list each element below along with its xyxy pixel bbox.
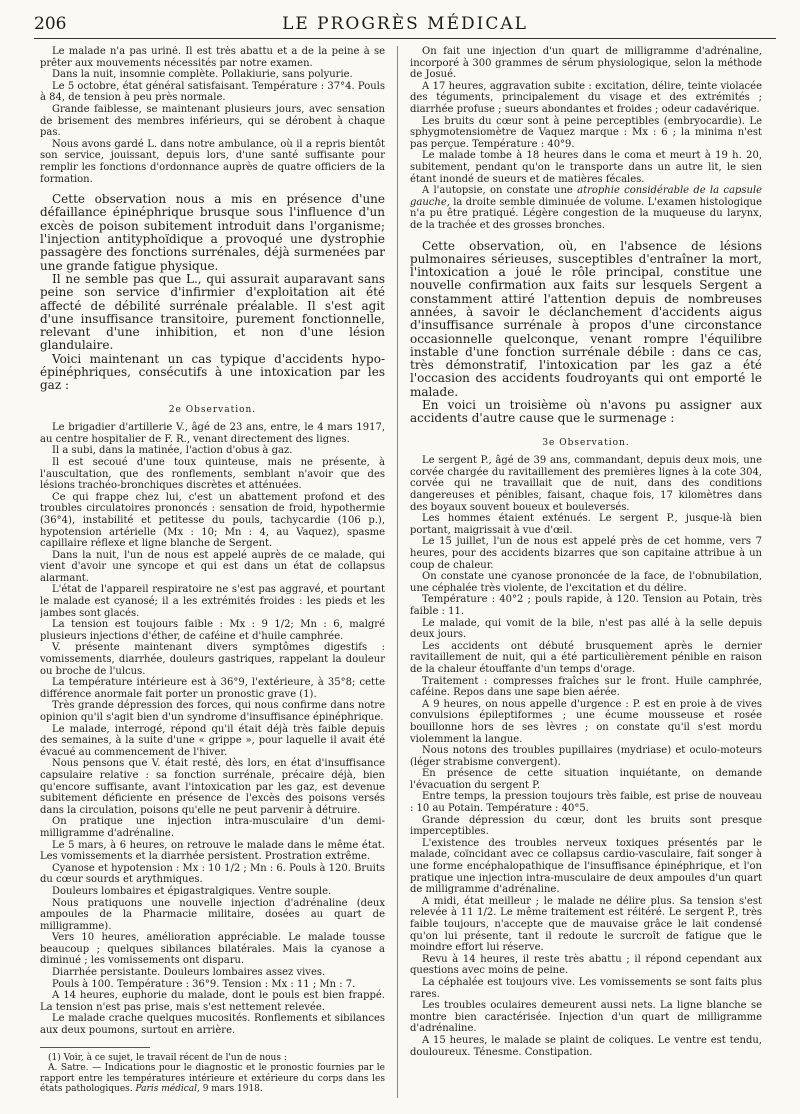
- observation-1-end: [40, 46, 385, 185]
- paragraph: V. présente maintenant divers symptômes digestifs : vomissements, diarrhée, douleurs gastriques, rappelant la douleur ou broche de l'ulcus.: [40, 642, 385, 677]
- paragraph: Il a subi, dans la matinée, l'action d'obus à gaz.: [52, 445, 293, 457]
- footnote-author: A. Satre.: [48, 1063, 89, 1074]
- paragraph: Le malade crache quelques mucosités. Ronflements et sibilances aux deux poumons, surtout en arrière.: [40, 1013, 385, 1037]
- paragraph: Nous avons gardé L. dans notre ambulance, où il a repris bientôt son service, jouissant, depuis lors, d'une santé suffisante pour remplir les fonctions d'ordonnance auprès de quatre officiers de la formation.: [40, 138, 385, 185]
- autopsy-text: A l'autopsie, on constate une: [422, 185, 578, 197]
- paragraph: Le malade tombe à 18 heures dans le coma et meurt à 19 h. 20, subitement, pendant qu'on le transporte dans un autre lit, le sien étant inondé de sueurs et de matières fécales.: [410, 150, 762, 185]
- page-number: 206: [34, 14, 67, 34]
- paragraph: Le 15 juillet, l'un de nous est appelé près de cet homme, vers 7 heures, pour des accidents bizarres que son capitaine attribue à un coup de chaleur.: [410, 536, 762, 571]
- footnote: [40, 1053, 385, 1095]
- paragraph: Le malade, qui vomit de la bile, n'est pas allé à la selle depuis deux jours.: [410, 617, 762, 641]
- paragraph: Les hommes étaient exténués. Le sergent P., jusque-là bien portant, maigrissait à vue d'œil.: [410, 513, 762, 536]
- footnote-divider: [40, 1047, 150, 1048]
- paragraph: Pouls à 100. Température : 36°9. Tension : Mx : 11 ; Mn : 7.: [52, 978, 356, 990]
- paragraph: Les bruits du cœur sont à peine perceptibles (embryocardie). Le sphygmotensiomètre de Vaquez marque : Mx : 6 ; la minima n'est pas perçue. Température : 40°9.: [410, 115, 762, 150]
- autopsy-paragraph: [410, 185, 762, 231]
- paragraph: La céphalée est toujours vive. Les vomissements se sont faits plus rares.: [410, 976, 762, 1000]
- paragraph: Le sergent P., âgé de 39 ans, commandant, depuis deux mois, une corvée chargée du ravitaillement des premières lignes à la cote 304, corvée qui ne travaillait que de nuit, dans des conditions dangereuses et pénibles, faisant, chaque fois, 17 kilomètres dans des boyaux souvent boueux et bouleversés.: [410, 455, 762, 513]
- paragraph: Grande dépression du cœur, dont les bruits sont presque imperceptibles.: [410, 814, 762, 838]
- paragraph: Nous pensons que V. était resté, dès lors, en état d'insuffisance capsulaire relative : sa fonction surrénale, précaire déjà, bien qu'encore suffisante, avant l'intoxication par les gaz, est devenue subitement déficiente en présence de l'excès des poisons versés dans la circulation, poisons qu'elle ne peut parvenir à détruire.: [40, 758, 385, 816]
- observation-2-end: [410, 46, 762, 232]
- paragraph: Vers 10 heures, amélioration appréciable. Le malade tousse beaucoup ; quelques sibilances bilatérales. Mais la cyanose a diminué ; les vomissements ont disparu.: [40, 932, 385, 967]
- paragraph: Douleurs lombaires et épigastralgiques. Ventre souple.: [52, 885, 332, 897]
- footnote-text: — Indications pour le diagnostic et le pronostic fournies par le rapport entre les températures intérieure et extérieure du corps dans les états pathologiques.: [40, 1063, 385, 1095]
- commentary: [40, 193, 385, 392]
- paragraph: A 9 heures, on nous appelle d'urgence : P. est en proie à de vives convulsions épileptiformes ; une écume mousseuse et rosée bouillonne hors de ses lèvres ; on constate qu'il s'est mordu violemment la langue.: [410, 698, 762, 745]
- column-divider: [397, 46, 398, 1098]
- paragraph: On fait une injection d'un quart de milligramme d'adrénaline, incorporé à 300 grammes de sérum physiologique, selon la méthode de Josué.: [410, 46, 762, 81]
- running-title: LE PROGRÈS MÉDICAL: [282, 14, 528, 34]
- paragraph: Voici maintenant un cas typique d'accidents hypo-épinéphriques, consécutifs à une intoxication par les gaz :: [40, 351, 385, 393]
- paragraph: La tension est toujours faible : Mx : 9 1/2; Mn : 6, malgré plusieurs injections d'éther, de caféine et d'huile camphrée.: [40, 619, 385, 642]
- paragraph: Dans la nuit, l'un de nous est appelé auprès de ce malade, qui vient d'avoir une syncope et qui est dans un état de collapsus alarmant.: [40, 549, 385, 584]
- autopsy-finding: atrophie considérable de la capsule gauche,: [410, 185, 762, 208]
- paragraph: L'existence des troubles nerveux toxiques présentés par le malade, coïncidant avec ce collapsus cardio-vasculaire, fait songer à une forme encéphalopathique de l'insuffisance épinéphrique, et l'on pratique une injection intra-musculaire de deux ampoules d'un quart de milligramme d'adrénaline.: [410, 837, 762, 896]
- paragraph: Diarrhée persistante. Douleurs lombaires assez vives.: [52, 967, 326, 979]
- footnote-journal: Paris médical,: [135, 1084, 200, 1095]
- paragraph: A 15 heures, le malade se plaint de coliques. Le ventre est tendu, douloureux. Ténesme. Constipation.: [410, 1034, 762, 1058]
- section-heading: 3e Observation.: [542, 437, 630, 448]
- paragraph: Cette observation, où, en l'absence de lésions pulmonaires sérieuses, susceptibles d'entraîner la mort, l'intoxication a joué le rôle principal, constitue une nouvelle confirmation aux faits sur lesquels Sergent a constamment attiré l'attention depuis de nombreuses années, à savoir le déclanchement d'accidents aigus d'insuffisance surrénale à propos d'une circonstance occasionnelle quelconque, venant rompre l'équilibre instable d'une fonction surrénale débile : dans ce cas, très démonstratif, l'intoxication par les gaz a été l'occasion des accidents foudroyants qui ont emporté le malade.: [410, 238, 762, 399]
- paragraph: Cyanose et hypotension : Mx : 10 1/2 ; Mn : 6. Pouls à 120. Bruits du cœur sourds et arythmiques.: [40, 862, 385, 886]
- paragraph: En présence de cette situation inquiétante, on demande l'évacuation du sergent P.: [410, 768, 762, 791]
- autopsy-text-end: la droite semble diminuée de volume. L'examen histologique n'a pu être pratiqué. Légère congestion de la muqueuse du larynx, de la trachée et des grosses bronches.: [410, 196, 762, 231]
- paragraph: Grande faiblesse, se maintenant plusieurs jours, avec sensation de brisement des membres inférieurs, qui se dérobent à chaque pas.: [40, 103, 385, 139]
- paragraph: Revu à 14 heures, il reste très abattu ; il répond cependant aux questions avec moins de peine.: [410, 953, 762, 977]
- observation-3: [410, 455, 762, 1058]
- paragraph: Très grande dépression des forces, qui nous confirme dans notre opinion qu'il s'agit bien d'un syndrome d'insuffisance épinéphrique.: [40, 700, 385, 724]
- paragraph: Le 5 mars, à 6 heures, on retrouve le malade dans le même état. Les vomissements et la diarrhée persistent. Prostration extrême.: [40, 839, 385, 863]
- page-header: [34, 8, 776, 39]
- paragraph: Cette observation nous a mis en présence d'une défaillance épinéphrique brusque sous l'influence d'un excès de poison subitement introduit dans l'organisme; l'injection antityphoïdique a provoqué une dystrophie passagère des fonctions surrénales, déjà surmenées par une grande fatigue physique.: [40, 192, 385, 273]
- right-column: [410, 46, 762, 1108]
- paragraph: On constate une cyanose prononcée de la face, de l'obnubilation, une céphalée très violente, de l'excitation et du délire.: [410, 571, 762, 594]
- paragraph: Nous pratiquons une nouvelle injection d'adrénaline (deux ampoules de la Pharmacie militaire, dosées au quart de milligramme).: [40, 897, 385, 932]
- section-heading: 2e Observation.: [168, 404, 257, 415]
- paragraph: Il est secoué d'une toux quinteuse, mais ne présente, à l'auscultation, que des ronflements, semblant n'avoir que des lésions trachéo-bronchiques discrètes et atténuées.: [40, 456, 385, 492]
- paragraph: Le 5 octobre, état général satisfaisant. Température : 37°4. Pouls à 84, de tension à peu près normale.: [40, 80, 385, 104]
- observation-2: [40, 422, 385, 1036]
- paragraph: On pratique une injection intra-musculaire d'un demi-milligramme d'adrénaline.: [40, 816, 385, 839]
- paragraph: Température : 40°2 ; pouls rapide, à 120. Tension au Potain, très faible : 11.: [410, 594, 762, 617]
- paragraph: Nous notons des troubles pupillaires (mydriase) et oculo-moteurs (léger strabisme convergent).: [410, 745, 762, 768]
- paragraph: A 17 heures, aggravation subite : excitation, délire, teinte violacée des téguments, principalement du visage et des extrémités ; diarrhée profuse ; sueurs abondantes et froides ; odeur cadavérique.: [410, 80, 762, 115]
- paragraph: Dans la nuit, insomnie complète. Pollakiurie, sans polyurie.: [52, 69, 353, 81]
- paragraph: Les accidents ont débuté brusquement après le dernier ravitaillement de nuit, qui a été particulièrement pénible en raison de la chaleur étouffante d'un temps d'orage.: [410, 640, 762, 675]
- paragraph: Le malade, interrogé, répond qu'il était déjà très faible depuis des semaines, à la suite d'une « grippe », pour laquelle il avait été évacué au commencement de l'hiver.: [40, 723, 385, 758]
- paragraph: Le brigadier d'artillerie V., âgé de 23 ans, entre, le 4 mars 1917, au centre hospitalier de F. R., venant directement des lignes.: [40, 422, 385, 445]
- footnote-date: 9 mars 1918.: [199, 1084, 263, 1095]
- paragraph: Le malade n'a pas uriné. Il est très abattu et a de la peine à se prêter aux mouvements nécessités par notre examen.: [40, 46, 385, 69]
- footnote-citation: [40, 1063, 385, 1095]
- paragraph: L'état de l'appareil respiratoire ne s'est pas aggravé, et pourtant le malade est cyanosé; il a les extrémités froides : les pieds et les jambes sont glacés.: [40, 584, 385, 619]
- commentary: [410, 240, 762, 426]
- paragraph: Les troubles oculaires demeurent aussi nets. La ligne blanche se montre bien caractérisée. Injection d'un quart de milligramme d'adrénaline.: [410, 1000, 762, 1035]
- footnote-line: (1) Voir, à ce sujet, le travail récent de l'un de nous :: [48, 1052, 287, 1063]
- paragraph: A midi, état meilleur ; le malade ne délire plus. Sa tension s'est relevée à 11 1/2. Le même traitement est réitéré. Le sergent P., très faible toujours, n'accepte que de mauvaise grâce le lait condensé qu'on lui présente, tant il redoute le surcroît de fatigue que le moindre effort lui réserve.: [410, 895, 762, 954]
- paragraph: A 14 heures, euphorie du malade, dont le pouls est bien frappé. La tension n'est pas prise, mais s'est nettement relevée.: [40, 990, 385, 1013]
- left-column: [40, 46, 385, 1108]
- paragraph: Ce qui frappe chez lui, c'est un abattement profond et des troubles circulatoires prononcés : sensation de froid, hypothermie (36°4), instabilité et petitesse du pouls, tachycardie (106 p.), hypotension artérielle (Mx : 10; Mn : 4, au Vaquez), spasme capillaire réflexe et ligne blanche de Sergent.: [40, 491, 385, 550]
- paragraph: En voici un troisième où n'avons pu assigner aux accidents d'autre cause que le surmenage :: [410, 398, 762, 426]
- paragraph: Entre temps, la pression toujours très faible, est prise de nouveau : 10 au Potain. Température : 40°5.: [410, 791, 762, 815]
- paragraph: Traitement : compresses fraîches sur le front. Huile camphrée, caféine. Repos dans une sape bien aérée.: [410, 675, 762, 699]
- paragraph: Il ne semble pas que L., qui assurait auparavant sans peine son service d'infirmier d'exploitation ait été affecté de débilité surrénale préalable. Il s'est agit d'une insuffisance transitoire, purement fonctionnelle, relevant d'une inhibition, et non d'une lésion glandulaire.: [40, 271, 385, 353]
- paragraph: La température intérieure est à 36°9, l'extérieure, à 35°8; cette différence anormale fait porter un pronostic grave (1).: [40, 677, 385, 700]
